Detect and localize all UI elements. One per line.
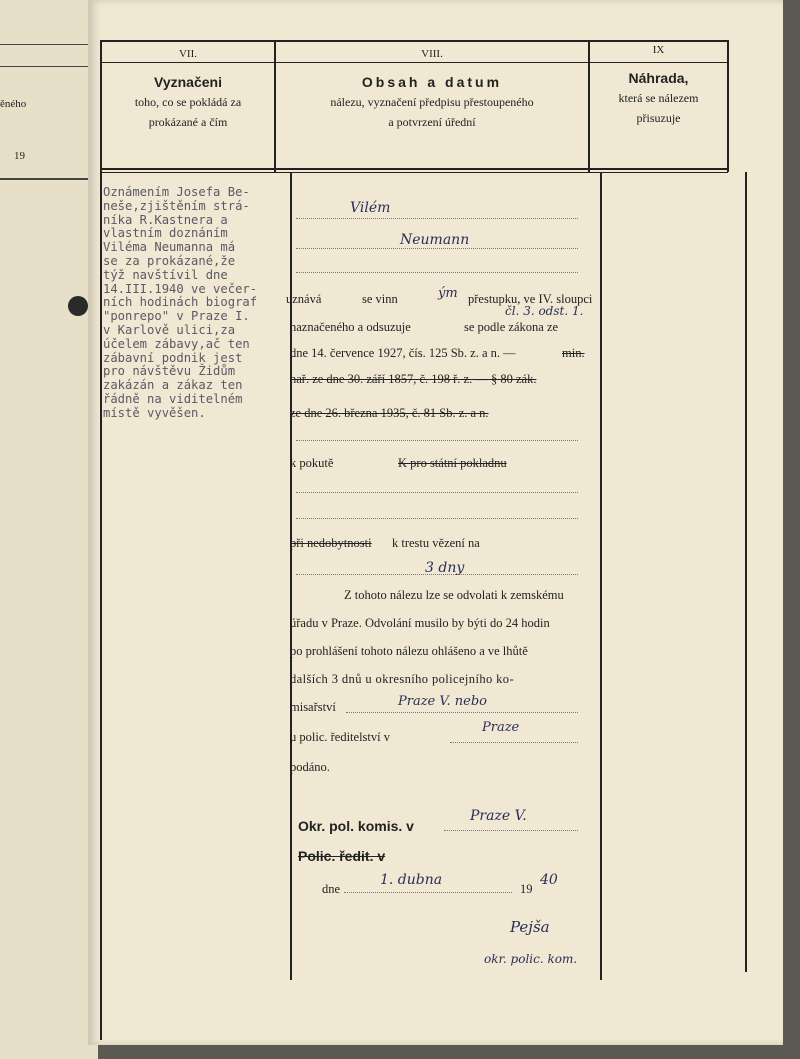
dotted-line (296, 518, 578, 519)
typed-line: v Karlově ulici,za (103, 322, 236, 337)
table-right-border (745, 172, 747, 972)
dotted-line (296, 248, 578, 249)
form-text: u polic. ředitelství v (290, 730, 390, 744)
column-number: IX (652, 44, 665, 56)
dotted-line (296, 218, 578, 219)
form-text: se podle zákona ze (464, 320, 559, 334)
typed-line: Viléma Neumanna má (103, 240, 236, 255)
form-text: při nedobytnosti (290, 536, 372, 550)
form-text: K pro státní pokladnu (398, 456, 507, 470)
column-subtitle: přisuzuje (636, 111, 681, 125)
dotted-line (296, 272, 578, 273)
typed-line: 14.III.1940 ve večer- (103, 281, 258, 296)
handwritten-reditelstvi: Praze (482, 720, 520, 735)
form-text: nař. ze dne 30. září 1857, č. 198 ř. z. — § 80 zák. (290, 372, 537, 386)
appeal-text: po prohlášení tohoto nálezu ohlášeno a ve lhůtě (290, 644, 528, 658)
typed-line: vlastním doznáním (103, 226, 228, 241)
appeal-text: dalších 3 dnů u okresního policejního ko- (290, 672, 515, 686)
column-subtitle: nálezu, vyznačení předpisu přestoupeného (330, 95, 534, 109)
handwritten-first-name: Vilém (350, 200, 391, 216)
dotted-line (296, 440, 578, 441)
typed-line: týž navštívil dne (103, 267, 228, 282)
typed-line: pro návštěvu Židům (103, 364, 236, 379)
typed-line: neše,zjištěním strá- (103, 198, 250, 213)
left-fragment: 19 (14, 150, 25, 162)
left-fragment: ěného (0, 98, 27, 110)
typed-line: zábavní podnik jest (103, 350, 243, 365)
form-text: přestupku, ve IV. sloupci (468, 292, 593, 306)
column-header-viii (276, 48, 588, 132)
appeal-text: Z tohoto nálezu lze se odvolati k zemskému (344, 588, 564, 602)
column-header-vii (102, 48, 274, 132)
dotted-line (296, 574, 578, 575)
typed-line: Oznámením Josefa Be- (103, 185, 250, 199)
handwritten-sentence: 3 dny (425, 560, 465, 576)
column-number: VII. (178, 48, 198, 60)
column-header-ix (590, 44, 727, 128)
form-label: Polic. ředit. v (298, 848, 386, 864)
form-text: k pokutě (290, 456, 334, 470)
appeal-text: úřadu v Praze. Odvolání musilo by býti do 24 hodin (290, 616, 550, 630)
typed-line: místě vyvěšen. (103, 405, 206, 420)
column-number: VIII. (421, 48, 443, 60)
column-subtitle: prokázané a čím (148, 115, 228, 129)
dotted-line (344, 892, 512, 893)
dotted-line (444, 830, 578, 831)
rule (0, 66, 98, 67)
typed-line: se za prokázané,že (103, 253, 236, 268)
punch-hole (68, 296, 88, 316)
handwritten-komis-place: Praze V. (470, 808, 527, 824)
signature-title: okr. polic. kom. (484, 952, 578, 966)
form-text: uznává (286, 292, 322, 306)
column-subtitle: a potvrzení úřední (388, 115, 476, 129)
table-header-bottom (100, 168, 728, 170)
form-text: min. (562, 346, 585, 360)
table-right-border (727, 40, 729, 172)
typed-line: účelem zábavy,ač ten (103, 336, 250, 351)
left-page (0, 0, 98, 1059)
form-text: ze dne 26. března 1935, č. 81 Sb. z. a n. (290, 406, 489, 420)
rule (0, 178, 98, 180)
form-text: se vinn (362, 292, 398, 306)
typed-line: níka R.Kastnera a (103, 212, 228, 227)
handwritten-year: 40 (540, 872, 558, 888)
dotted-line (450, 742, 578, 743)
handwritten-paragraph: čl. 3. odst. 1. (505, 304, 584, 318)
handwritten-last-name: Neumann (400, 232, 470, 248)
dotted-line (346, 712, 578, 713)
typed-statement (103, 186, 283, 421)
form-text: 19 (520, 882, 533, 896)
table-header-bottom (100, 172, 728, 173)
form-label: Okr. pol. komis. v (298, 818, 414, 834)
form-text: naznačeného a odsuzuje (290, 320, 411, 334)
typed-line: řádně na viditelném (103, 391, 243, 406)
column-title: Vyznačeni (154, 74, 222, 90)
column-title: Obsah a datum (361, 74, 503, 90)
column-subtitle: která se nálezem (618, 91, 699, 105)
typed-line: "ponrepo" v Praze I. (103, 309, 250, 324)
handwritten-komisarstvi: Praze V. nebo (398, 694, 487, 709)
column-subtitle: toho, co se pokládá za (134, 95, 242, 109)
form-text: k trestu vězení na (392, 536, 480, 550)
form-text: dne 14. července 1927, čís. 125 Sb. z. a n. — (290, 346, 516, 360)
handwritten-date: 1. dubna (380, 872, 443, 888)
column-title: Náhrada, (628, 70, 689, 86)
form-text: podáno. (290, 760, 330, 774)
table-top-border (100, 40, 728, 42)
column-divider (600, 172, 602, 980)
dotted-line (296, 492, 578, 493)
typed-line: ních hodinách biograf (103, 295, 258, 310)
form-text: misařství (290, 700, 336, 714)
form-text: dne (322, 882, 341, 896)
typed-line: zakázán a zákaz ten (103, 378, 243, 393)
handwritten-suffix: ým (438, 286, 458, 301)
table-left-border (100, 40, 102, 1040)
form-page (88, 0, 783, 1045)
signature: Pejša (510, 918, 550, 936)
rule (0, 44, 98, 45)
